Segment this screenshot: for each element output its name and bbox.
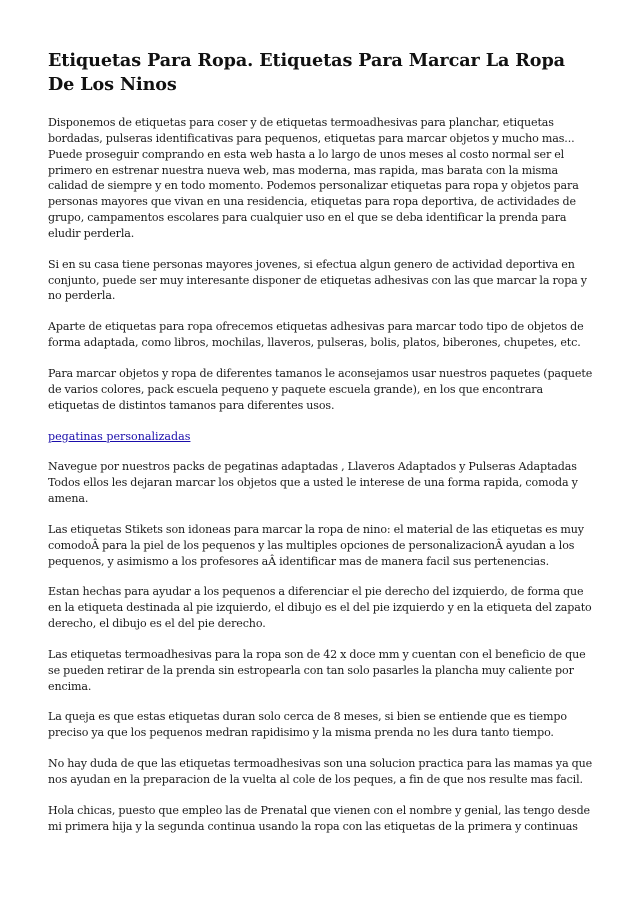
document-title: Etiquetas Para Ropa. Etiquetas Para Marcar La Ropa De Los Ninos [48, 50, 565, 95]
paragraph-10: No hay duda de que las etiquetas termoadhesivas son una solucion practica para las mamas ya que nos ayudan en la preparacion de la vuelta al cole de los peques, a fin de que nos resulte mas facil. [48, 757, 593, 786]
paragraph-1: Disponemos de etiquetas para coser y de etiquetas termoadhesivas para planchar, etiquetas bordadas, pulseras identificativas para pequenos, etiquetas para marcar objetos y mucho mas... Puede proseguir comprando en esta web hasta a lo largo de unos meses al costo normal ser el primero en estrenar nuestra nueva web, mas moderna, mas rapida, mas barata con la misma calidad de siempre y en todo momento. Podemos personalizar etiquetas para ropa y objetos para personas mayores que vivan en una residencia, etiquetas para ropa deportiva, de actividades de grupo, campamentos escolares para cualquier uso en el que se deba identificar la prenda para eludir perderla. [48, 116, 579, 240]
paragraph-2: Si en su casa tiene personas mayores jovenes, si efectua algun genero de actividad deportiva en conjunto, puede ser muy interesante disponer de etiquetas adhesivas con las que marcar la ropa y no perderla. [48, 257, 587, 303]
paragraph-11: Hola chicas, puesto que empleo las de Prenatal que vienen con el nombre y genial, las tengo desde mi primera hija y la segunda continua usando la ropa con las etiquetas de la primera y continuas [48, 803, 590, 833]
link-paragraph [48, 429, 596, 445]
paragraph-6: Las etiquetas Stikets son idoneas para marcar la ropa de nino: el material de las etiquetas es muy comodoÂ para la piel de los pequenos y las multiples opciones de personalizacionÂ ayudan a los pequenos, y asimismo a los profesores aÂ identificar mas de manera facil sus pertenencias. [48, 522, 584, 568]
paragraph-7: Estan hechas para ayudar a los pequenos a diferenciar el pie derecho del izquierdo, de forma que en la etiqueta destinada al pie izquierdo, el dibujo es el del pie izquierdo y en la etiqueta del zapato derecho, el dibujo es el del pie derecho. [48, 585, 592, 631]
paragraph-3: Aparte de etiquetas para ropa ofrecemos etiquetas adhesivas para marcar todo tipo de objetos de forma adaptada, como libros, mochilas, llaveros, pulseras, bolis, platos, biberones, chupetes, etc. [48, 320, 584, 350]
paragraph-4: Para marcar objetos y ropa de diferentes tamanos le aconsejamos usar nuestros paquetes (paquete de varios colores, pack escuela pequeno y paquete escuela grande), en los que encontrara etiquetas de distintos tamanos para diferentes usos. [48, 366, 593, 412]
document-page [48, 49, 596, 850]
paragraph-8: Las etiquetas termoadhesivas para la ropa son de 42 x doce mm y cuentan con el beneficio de que se pueden retirar de la prenda sin estropearla con tan solo pasarles la plancha muy caliente por encima. [48, 647, 586, 693]
paragraph-9: La queja es que estas etiquetas duran solo cerca de 8 meses, si bien se entiende que es tiempo preciso ya que los pequenos medran rapidisimo y la misma prenda no les dura tanto tiempo. [48, 710, 567, 740]
paragraph-5: Navegue por nuestros packs de pegatinas adaptadas , Llaveros Adaptados y Pulseras Adaptadas Todos ellos les dejaran marcar los objetos que a usted le interese de una forma rapida, comoda y amena. [48, 460, 578, 506]
pegatinas-personalizadas-link[interactable]: pegatinas personalizadas [48, 429, 191, 443]
